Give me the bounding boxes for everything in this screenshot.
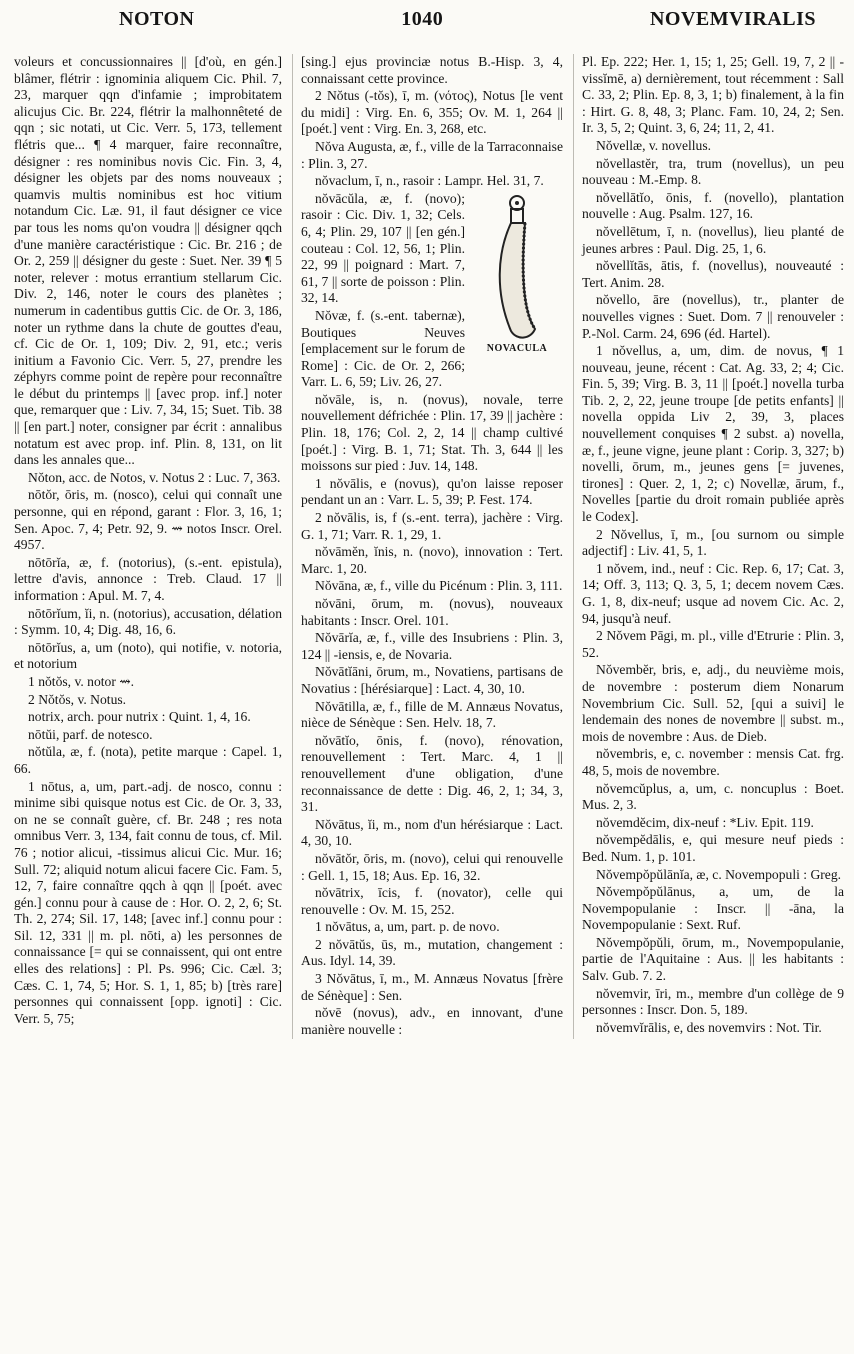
dictionary-entry: nŏvātŏr, ōris, m. (novo), celui qui renouvelle : Gell. 1, 15, 18; Aus. Ep. 16, 32. (301, 850, 563, 883)
dictionary-entry: 1 nŏvālis, e (novus), qu'on laisse reposer pendant un an : Varr. L. 5, 39; P. Fest. 174. (301, 475, 563, 508)
razor-illustration-icon (487, 193, 547, 343)
razor-figure (471, 193, 563, 354)
dictionary-entry: nōtōrĭa, æ, f. (notorius), (s.-ent. epistula), lettre d'avis, annonce : Treb. Claud. 17 || information : Apul. M. 7, 4. (14, 554, 282, 603)
dictionary-entry: nōtŏr, ōris, m. (nosco), celui qui connaît une personne, qui en répond, garant : Flor. 3, 16, 1; Sen. Apoc. 7, 4; Petr. 92, 9. ⇝ notos Inscr. Orel. 4957. (14, 487, 282, 553)
dictionary-entry: Nŏvempŏpŭlānĭa, æ, c. Novempopuli : Greg. (596, 866, 842, 882)
dictionary-entry: Nŏvātus, ĭi, m., nom d'un hérésiarque : Lact. 4, 30, 10. (301, 816, 563, 849)
page-number: 1040 (401, 8, 444, 30)
dictionary-entry: 1 nōtus, a, um, part.-adj. de nosco, connu : minime sibi quisque notus est Cic. de Or. 3, 33, on ne se connaît guère, cf. Br. 248 ; res nota omnibus Verr. 3, 134, fait connu de tous, cf. Mil. 76 ; notior alicui, -tissimus alicui Cic. Mur. 16; Sull. 72; aliquid notum alicui facere Cic. Fam. 5, 12, 7, faire connaître qqch à qqn || [poét. avec gén.] connu pour à cause de : Hor. O. 2, 2, 6; St. Th. 2, 274; Sil. 17, 148; [avec inf.] connu pour : Sil. 12, 331 || m. pl. nōti, a) les personnes de connaissance [= qui se connaissent, qui ont entre elles des relations] : Pl. Ps. 996; Cic. Cæl. 3; Cæs. C. 1, 74, 5; Hor. S. 1, 1, 85; b) [très rare] personnes qui connaissent [opp. ignoti] : Cic. Verr. 5, 75; (14, 778, 282, 1026)
dictionary-entry: nŏvellĭtās, ātis, f. (novellus), nouveauté : Tert. Anim. 28. (582, 258, 844, 290)
dictionary-entry: nŏvello, āre (novellus), tr., planter de nouvelles vignes : Suet. Dom. 7 || renouveler : P.-Nol. Carm. 24, 696 (éd. Hartel). (582, 292, 844, 341)
dictionary-entry: Nŏvæ, f. (s.-ent. tabernæ), Boutiques Neuves [emplacement sur le forum de Rome] : Cic. de Or. 2, 266; Varr. L. 6, 59; Liv. 26, 27. (301, 307, 465, 390)
dictionary-entry: 2 Nŏtus (-tŏs), ī, m. (νότος), Notus [le vent du midi] : Virg. En. 6, 355; Ov. M. 1, 264 || [poét.] vent : Virg. En. 3, 268, etc. (301, 88, 563, 137)
dictionary-entry: nŏvāle, is, n. (novus), novale, terre nouvellement défrichée : Plin. 17, 39 || jachère : Plin. 18, 176; Col. 2, 2, 14 || champ cultivé [poét.] : Virg. B. 1, 71; Stat. Th. 3, 644 || les moissons sur pied : Juv. 14, 148. (301, 391, 563, 474)
dictionary-entry: nŏvellastĕr, tra, trum (novellus), un peu nouveau : M.-Emp. 8. (582, 155, 844, 188)
columns (14, 54, 844, 1039)
dictionary-entry: nŏvembris, e, c. november : mensis Cat. frg. 48, 5, mois de novembre. (582, 746, 844, 778)
dictionary-entry: 2 nŏvātŭs, ūs, m., mutation, changement : Aus. Idyl. 14, 39. (301, 936, 563, 969)
dictionary-entry: nōtŭi, parf. de notesco. (28, 726, 153, 742)
dictionary-entry: Pl. Ep. 222; Her. 1, 15; 1, 25; Gell. 19, 7, 2 || -vissĭmē, a) dernièrement, tout récemment : Sall C. 33, 2; Plin. Ep. 8, 3, 1; b) finalement, à la fin : Hirt. G. 8, 48, 3; Planc. Fam. 10, 24, 2; Sen. Ir. 3, 5, 2; Quint. 3, 6, 24; 11, 2, 41. (582, 54, 844, 136)
dictionary-entry: nŏvemcŭplus, a, um, c. noncuplus : Boet. Mus. 2, 3. (582, 780, 844, 813)
dictionary-entry: Nŏva Augusta, æ, f., ville de la Tarraconnaise : Plin. 3, 27. (301, 138, 563, 171)
dictionary-entry: nŏvempĕdālis, e, qui mesure neuf pieds : Bed. Num. 1, p. 101. (582, 832, 844, 864)
dictionary-entry: notrix, arch. pour nutrix : Quint. 1, 4, 16. (28, 709, 251, 725)
dictionary-entry: nŏvātĭo, ōnis, f. (novo), rénovation, renouvellement : Tert. Marc. 4, 1 || renouvellement d'une obligation, d'une reconnaissance de dette : Dig. 46, 2, 1; 34, 3, 31. (301, 732, 563, 815)
dictionary-entry: Nŏvellæ, v. novellus. (596, 137, 712, 153)
running-head-right: NOVEMVIRALIS (649, 8, 816, 30)
dictionary-entry: nŏvemvĭrālis, e, des novemvirs : Not. Tir. (596, 1019, 822, 1035)
dictionary-entry: nōtōrĭum, ĭi, n. (notorius), accusation, délation : Symm. 10, 4; Dig. 48, 16, 6. (14, 605, 282, 638)
dictionary-entry: nŏvāmĕn, ĭnis, n. (novo), innovation : Tert. Marc. 1, 20. (301, 544, 563, 576)
column-1 (14, 54, 282, 1039)
dictionary-entry: 1 nŏvellus, a, um, dim. de novus, ¶ 1 nouveau, jeune, récent : Cat. Ag. 33, 2; 4; Cic. Fin. 5, 39; Virg. B. 3, 11 || [poét.] novella turba Tib. 2, 2, 22, jeune troupe [de petits enfants] || novella oppida Liv 2, 39, 3, places nouvellement conquises ¶ 2 subst. a) novella, æ, f., jeune vigne, jeune plant : Corip. 3, 327; b) novelli, ōrum, m., jeunes gens [= juvenes, tirones] : Quer. 2, 1, 2; c) Novellæ, ārum, f., Novelles [partie du droit romain publiée après le Codex]. (582, 343, 844, 525)
dictionary-entry: nōtōrĭus, a, um (noto), qui notifie, v. notoria, et notorium (14, 639, 282, 672)
dictionary-entry: 1 nŏvātus, a, um, part. p. de novo. (315, 919, 500, 935)
dictionary-entry: nŏvācŭla, æ, f. (novo); rasoir : Cic. Div. 1, 32; Cels. 6, 4; Plin. 29, 107 || [en gén.] couteau : Col. 12, 56, 1; Plin. 22, 99 || poignard : Mart. 7, 61, 7 || sorte de poisson : Plin. 32, 14. (301, 190, 465, 306)
dictionary-entry: nŏvemdĕcim, dix-neuf : *Liv. Epit. 119. (596, 814, 814, 830)
dictionary-entry: 2 Nŏtŏs, v. Notus. (28, 691, 127, 707)
column-2 (292, 54, 563, 1039)
dictionary-entry: Nŏvempŏpŭlānus, a, um, de la Novempopulanie : Inscr. || -āna, la Novempopulanie : Sext. Ruf. (582, 884, 844, 933)
dictionary-entry: nŏvaclum, ī, n., rasoir : Lampr. Hel. 31, 7. (315, 173, 544, 189)
dictionary-entry: Nŏton, acc. de Notos, v. Notus 2 : Luc. 7, 363. (28, 469, 281, 485)
dictionary-entry: nŏvellātĭo, ōnis, f. (novello), plantation nouvelle : Aug. Psalm. 127, 16. (582, 189, 844, 222)
dictionary-entry: Nŏvāna, æ, f., ville du Picénum : Plin. 3, 111. (315, 578, 563, 594)
dictionary-entry: 2 Nŏvellus, ī, m., [ou surnom ou simple adjectif] : Liv. 41, 5, 1. (582, 526, 844, 559)
running-head-left: NOTON (119, 8, 195, 30)
dictionary-entry: voleurs et concussionnaires || [d'où, en gén.] blâmer, flétrir : ignominia aliquem Cic. Phil. 7, 23, marquer qqn d'infamie ; improbitatem alicujus Cic. Br. 224, flétrir la malhonnêteté de qqn ; sic notati, ut Cic. Verr. 5, 173, tellement flétris que... ¶ 4 marquer, faire reconnaître, désigner : res nominibus novis Cic. Fin. 3, 4, désigner les objets par des noms nouveaux ; quamvis multis nominibus est hoc vitium notandum Cic. Læ. 91, il faut désigner ce vice par tous les noms qu'on voudra || désigner qqch d'une manière caractéristique : Cic. Br. 216 ; de Or. 2, 259 || désigner du geste : Suet. Ner. 39 ¶ 5 noter, relever : motus errantium stellarum Cic. Div. 2, 146, noter le cours des planètes ; numerum in cadentibus guttis Cic. de Or. 3, 186, noter un rythme dans la chute de gouttes d'eau, cf. Cic de Or. 1, 109; Div. 2, 91, etc.; veris initium a Favonio Cic. Verr. 5, 27, prendre les zéphyrs comme point de repère pour reconnaître le début du printemps || [avec prop. inf.] noter que, remarquer que : Liv. 7, 34, 15; Suet. Tib. 38 || [en part.] noter, consigner par écrit : annalibus notatum est avec prop. inf. Plin. 8, 131, on lit dans les annales que... (14, 54, 282, 468)
page-header (14, 8, 844, 38)
dictionary-entry: 1 nŏtŏs, v. notor ⇝. (28, 673, 135, 689)
dictionary-entry: nŏvellētum, ī, n. (novellus), lieu planté de jeunes arbres : Paul. Dig. 25, 1, 6. (582, 223, 844, 256)
dictionary-entry: 2 nŏvālis, is, f (s.-ent. terra), jachère : Virg. G. 1, 71; Varr. R. 1, 29, 1. (301, 510, 563, 542)
dictionary-entry: 3 Nŏvātus, ī, m., M. Annæus Novatus [frère de Sénèque] : Sen. (301, 971, 563, 1003)
dictionary-entry: nŏvātrix, īcis, f. (novator), celle qui renouvelle : Ov. M. 15, 252. (301, 885, 563, 917)
dictionary-entry: nŏvāni, ōrum, m. (novus), nouveaux habitants : Inscr. Orel. 101. (301, 596, 563, 628)
dictionary-entry: nŏvemvir, īri, m., membre d'un collège de 9 personnes : Inscr. Don. 5, 189. (582, 985, 844, 1018)
dictionary-entry: [sing.] ejus provinciæ notus B.-Hisp. 3, 4, connaissant cette province. (301, 54, 563, 86)
dictionary-entry: 1 nŏvem, ind., neuf : Cic. Rep. 6, 17; Cat. 3, 14; Off. 3, 113; Q. 3, 5, 1; decem novem Cæs. G. 1, 8, dix-neuf; usque ad novem Cic. Ac. 2, 94, jusqu'à neuf. (582, 560, 844, 626)
column-3 (573, 54, 844, 1039)
figure-caption: NOVACULA (486, 342, 548, 354)
dictionary-entry: Nŏvātĭāni, ōrum, m., Novatiens, partisans de Novatius : [hérésiarque] : Lact. 4, 30, 10. (301, 664, 563, 696)
dictionary-entry: Nŏvātilla, æ, f., fille de M. Annæus Novatus, nièce de Sénèque : Sen. Helv. 18, 7. (301, 698, 563, 731)
dictionary-entry: Nŏvempŏpŭli, ōrum, m., Novempopulanie, partie de l'Aquitaine : Aus. || les habitants : Salv. Gub. 7. 2. (582, 934, 844, 984)
dictionary-entry: 2 Nŏvem Pāgi, m. pl., ville d'Etrurie : Plin. 3, 52. (582, 628, 844, 660)
dictionary-entry: nŏvē (novus), adv., en innovant, d'une manière nouvelle : (301, 1005, 563, 1037)
dictionary-entry: Nŏvembĕr, bris, e, adj., du neuvième mois, de novembre : posterum diem Nonarum Novembrium Cic. Sull. 52, [qui a suivi] le lendemain des nones de novembre || subst. m., mois de novembre : Aus. de Dieb. (582, 662, 844, 744)
dictionary-entry: Nŏvārĭa, æ, f., ville des Insubriens : Plin. 3, 124 || -iensis, e, de Novaria. (301, 630, 563, 662)
dictionary-entry: nŏtŭla, æ, f. (nota), petite marque : Capel. 1, 66. (14, 744, 282, 776)
